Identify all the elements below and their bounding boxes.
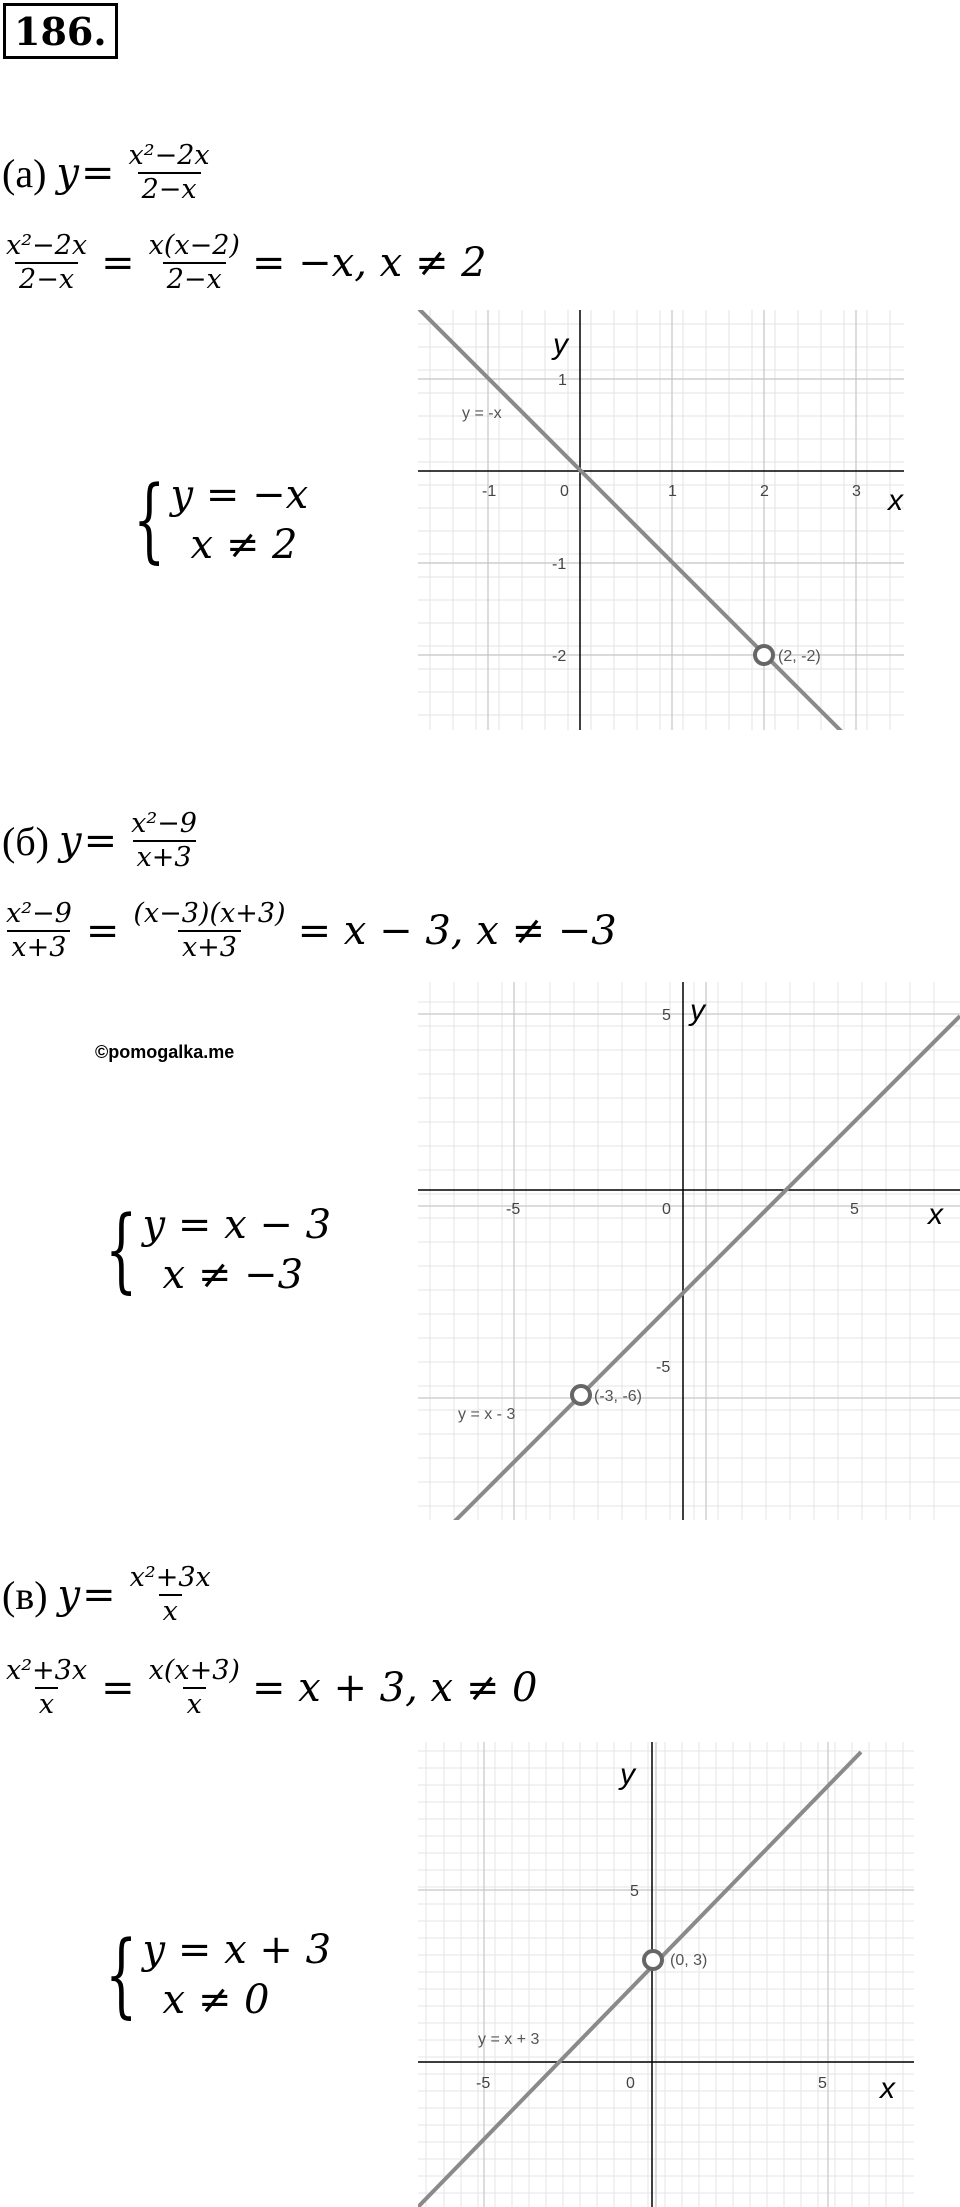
x-tick: 0 (626, 2075, 635, 2092)
part-a-label: (а) (2, 150, 47, 196)
y-axis-label: y (690, 994, 705, 1027)
part-b-simplification: $\frac{\text{x²−9}}{x+3}$ = $\frac{(x-3)(x+3)}{x+3}$ = x − 3, x ≠ −3 (6, 898, 617, 963)
x-tick: 0 (560, 483, 569, 500)
line-label: y = x - 3 (458, 1406, 516, 1423)
part-b-fn-fraction: $\frac{\text{x²−9}}{x+3}$ (131, 808, 197, 873)
part-a-graph (418, 310, 904, 730)
hole-label: (0, 3) (670, 1952, 708, 1969)
part-c-label: (в) (2, 1572, 48, 1618)
line-label: y = -x (462, 405, 502, 422)
y-tick: 5 (662, 1007, 671, 1024)
x-axis-label: x (888, 484, 903, 517)
part-b-system: { y = x − 3 x ≠ −3 (105, 1196, 332, 1303)
part-c-function: (в) y = $\frac{\text{x²+3x}}{x}$ (2, 1562, 223, 1628)
y-tick: -1 (552, 556, 567, 573)
part-b-graph (418, 982, 960, 1520)
function-line (454, 1016, 960, 1520)
y-axis-label: y (553, 328, 568, 361)
hole-label: (2, -2) (778, 648, 821, 665)
part-c-system: { y = x + 3 x ≠ 0 (105, 1921, 332, 2028)
part-c-fn-fraction: $\frac{\text{x²+3x}}{x}$ (129, 1562, 211, 1627)
y-tick: -2 (552, 648, 567, 665)
y-tick: -5 (656, 1359, 671, 1376)
x-tick: 1 (668, 483, 677, 500)
function-line (418, 310, 844, 730)
x-tick: 3 (852, 483, 861, 500)
x-axis-label: x (880, 2072, 895, 2105)
part-a-result: = −x, x ≠ 2 (251, 240, 487, 286)
x-axis-label: x (928, 1198, 943, 1231)
part-b-label: (б) (2, 818, 49, 864)
x-tick: 5 (818, 2075, 827, 2092)
x-tick: 0 (662, 1201, 671, 1218)
line-label: y = x + 3 (478, 2031, 540, 2048)
part-a-fn-fraction: $\frac{\text{x²−2x}}{2-x}$ (128, 140, 210, 205)
part-c-simplification: $\frac{\text{x²+3x}}{x}$ = $\frac{x(x+3)}{x}$ = x + 3, x ≠ 0 (6, 1655, 538, 1720)
hole-point (572, 1386, 590, 1404)
hole-point (644, 1951, 662, 1969)
part-b-function: (б) y = $\frac{\text{x²−9}}{x+3}$ (2, 808, 209, 874)
part-a-simplification: $\frac{\text{x²−2x}}{2-x}$ = $\frac{x(x-2)}{2-x}$ = −x, x ≠ 2 (6, 230, 487, 295)
y-axis-label: y (620, 1758, 635, 1791)
x-tick: 5 (850, 1201, 859, 1218)
hole-label: (-3, -6) (594, 1388, 642, 1405)
watermark: ©pomogalka.me (95, 1042, 235, 1062)
part-c-result: = x + 3, x ≠ 0 (251, 1665, 538, 1711)
x-tick: -1 (482, 483, 497, 500)
x-tick: 2 (760, 483, 769, 500)
y-tick: 1 (558, 372, 567, 389)
x-tick: -5 (506, 1201, 521, 1218)
x-tick: -5 (476, 2075, 491, 2092)
part-a-system: { y = −x x ≠ 2 (133, 466, 309, 573)
part-a-function: (а) y = $\frac{\text{x²−2x}}{2-x}$ (2, 140, 222, 206)
part-c-graph (418, 1742, 914, 2207)
part-b-result: = x − 3, x ≠ −3 (297, 908, 617, 954)
hole-point (755, 646, 773, 664)
y-tick: 5 (630, 1883, 639, 1900)
problem-number: 186. (3, 3, 118, 59)
